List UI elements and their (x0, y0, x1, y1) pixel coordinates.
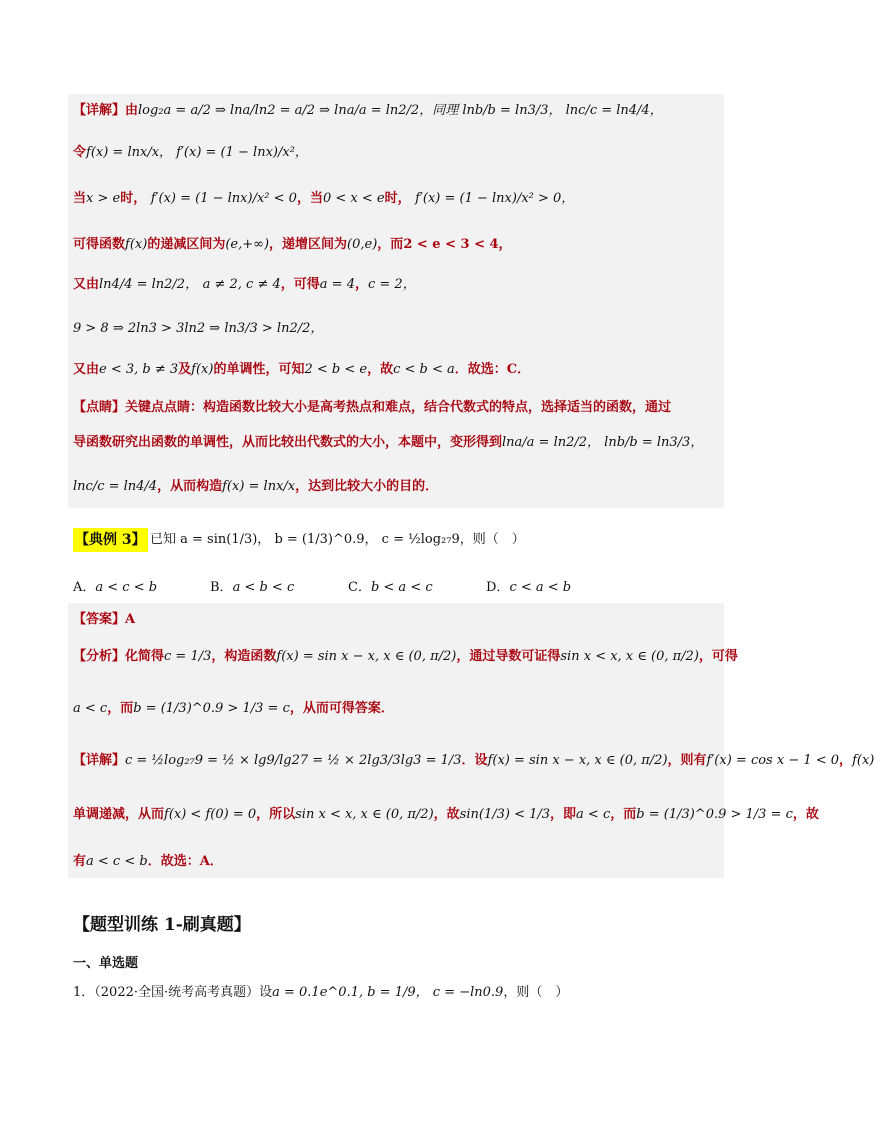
math-expr: c = ½log₂₇9 = ½ × lg9/lg27 = ½ × 2lg3/3lg3 = 1/3 (125, 753, 462, 768)
text: 又由 (73, 277, 100, 292)
text: 的递减区间为 (147, 237, 226, 252)
math-expr: b = (1/3)^0.9 > 1/3 = c (133, 701, 290, 716)
text: ，可得 (280, 277, 320, 292)
math-expr: 2 < b < e (304, 362, 368, 377)
question-1 (73, 984, 568, 1002)
detail2-line-3 (73, 853, 223, 871)
detail-line-2 (73, 144, 308, 162)
text: 又由 (73, 362, 100, 377)
text: ．故选：A． (147, 854, 223, 869)
section-title: 【题型训练 1-刷真题】 (73, 915, 251, 935)
option-value: a < b < c (232, 580, 295, 595)
math-expr: f(x) = lnx/x (222, 479, 296, 494)
math-expr: f′(x) = (1 − lnx)/x² < 0 (150, 191, 297, 206)
text: ．故选：C． (454, 362, 531, 377)
math-expr: e < 3, b ≠ 3 (99, 362, 179, 377)
option-d[interactable] (486, 580, 571, 596)
math-expr: b = (1/3)^0.9 > 1/3 = c (636, 807, 793, 822)
option-c[interactable] (348, 580, 433, 596)
text: ．设 (461, 753, 488, 768)
text: ，即 (550, 807, 577, 822)
math-expr: a < c (73, 701, 108, 716)
text: ，所以 (256, 807, 296, 822)
math-expr: c = 1/3 (164, 649, 212, 664)
text: ，故 (367, 362, 394, 377)
detail-label: 【详解】由 (73, 103, 139, 118)
option-value: c < a < b (509, 580, 572, 595)
text: 有 (73, 854, 87, 869)
text: 时， (120, 191, 147, 206)
math-expr: a = 4 (319, 277, 355, 292)
text: ，而 (377, 237, 404, 252)
math-expr: f(x) (191, 362, 214, 377)
analysis-line-1 (73, 648, 738, 666)
math-expr: c = 2， (367, 277, 416, 292)
math-expr: a ≠ 2, c ≠ 4 (202, 277, 281, 292)
option-key: B． (210, 580, 233, 595)
option-key: D． (486, 580, 510, 595)
math-expr: sin(1/3) < 1/3 (459, 807, 551, 822)
math-expr: 0 < x < e (322, 191, 385, 206)
section-subtitle: 一、单选题 (73, 956, 139, 971)
text: ，而 (610, 807, 637, 822)
option-value: b < a < c (370, 580, 433, 595)
detail-line-5 (73, 276, 416, 294)
text: ，从而可得答案． (289, 701, 394, 716)
text: 【点睛】关键点点睛：构造函数比较大小是高考热点和难点，结合代数式的特点，选择适当的函数，通过 (73, 400, 672, 415)
text: ，通过导数可证得 (456, 649, 561, 664)
option-key: A． (73, 580, 96, 595)
text: 的单调性，可知 (213, 362, 305, 377)
math-expr: f′(x) = cos x − 1 < 0 (706, 753, 840, 768)
answer-line (73, 611, 135, 629)
math-expr: lnc/c = ln4/4 (73, 479, 158, 494)
math-expr: sin x < x, x ∈ (0, π/2) (295, 807, 434, 822)
text: 导函数研究出函数的单调性，从而比较出代数式的大小，本题中，变形得到 (73, 435, 503, 450)
math-expr: f(x) < f(0) = 0 (164, 807, 257, 822)
math-expr: f(x) (125, 237, 148, 252)
detail-line-3 (73, 190, 574, 208)
solution-block-2 (68, 603, 724, 878)
detail-line-6 (73, 320, 323, 338)
math-expr: a < c < b (86, 854, 148, 869)
analysis-line-2 (73, 700, 394, 718)
key-point-line-2 (73, 434, 703, 452)
math-expr: (e,+∞) (225, 237, 270, 252)
text: 可得函数 (73, 237, 126, 252)
detail2-line-1 (73, 752, 874, 770)
text: 时， (384, 191, 411, 206)
text: ，递增区间为 (269, 237, 348, 252)
text: ，则有 (667, 753, 707, 768)
text: ，达到比较大小的目的． (295, 479, 439, 494)
math-expr: f(x) = sin x − x, x ∈ (0, π/2) (487, 753, 668, 768)
math-expr: log₂a = a/2 ⇒ lna/ln2 = a/2 ⇒ lna/a = ln2/2，同理 lnb/b = ln3/3， lnc/c = ln4/4， (138, 103, 663, 118)
option-value: a < c < b (95, 580, 158, 595)
text: ，故 (433, 807, 460, 822)
text: ，当 (296, 191, 323, 206)
math-expr: x > e (86, 191, 121, 206)
text: 当 (73, 191, 87, 206)
detail-line-7 (73, 361, 530, 379)
math-expr: (0,e) (347, 237, 378, 252)
text: 2 < e < 3 < 4， (403, 237, 512, 252)
math-expr: 9 > 8 ⇒ 2ln3 > 3ln2 ⇒ ln3/3 > ln2/2， (73, 321, 324, 336)
detail2-line-2 (73, 806, 819, 824)
option-key: C． (348, 580, 371, 595)
detail-line-4 (73, 236, 512, 254)
detail-line-1 (73, 102, 663, 120)
answer-text: 【答案】A (73, 612, 136, 627)
math-expr: sin x < x, x ∈ (0, π/2) (560, 649, 699, 664)
math-expr: lna/a = ln2/2， lnb/b = ln3/3， (502, 435, 704, 450)
text: ，从而构造 (157, 479, 223, 494)
text: ，而 (107, 701, 134, 716)
math-expr: f(x) = sin x − x, x ∈ (0, π/2) (276, 649, 457, 664)
text: ， (354, 277, 368, 292)
key-point-line-3 (73, 478, 438, 496)
math-expr: a < c (576, 807, 611, 822)
text: 及 (178, 362, 192, 377)
text: ，故 (792, 807, 819, 822)
example-label: 【典例 3】 (73, 528, 148, 552)
example-question: 已知 a = sin(1/3)， b = (1/3)^0.9， c = ½log₂₇9，则（ ） (150, 532, 525, 547)
math-expr: f(x) = lnx/x， f′(x) = (1 − lnx)/x²， (86, 145, 308, 160)
math-expr: f(x) (852, 753, 874, 768)
text: ， (839, 753, 853, 768)
text: 单调递减，从而 (73, 807, 165, 822)
math-expr: ln4/4 = ln2/2， (99, 277, 199, 292)
text: ，可得 (698, 649, 738, 664)
text: 【分析】化简得 (73, 649, 165, 664)
text: 【详解】 (73, 753, 126, 768)
key-point-line-1 (73, 399, 671, 417)
text: 令 (73, 145, 87, 160)
option-b[interactable] (210, 580, 294, 596)
math-expr: c < b < a (393, 362, 455, 377)
math-expr: a = 0.1e^0.1, b = 1/9， c = −ln0.9 (272, 985, 504, 1000)
text: 1．（2022·全国·统考高考真题）设 (73, 985, 273, 1000)
text: ，则（ ） (503, 985, 569, 1000)
option-a[interactable] (73, 580, 157, 596)
text: ，构造函数 (211, 649, 277, 664)
math-expr: f′(x) = (1 − lnx)/x² > 0， (415, 191, 575, 206)
